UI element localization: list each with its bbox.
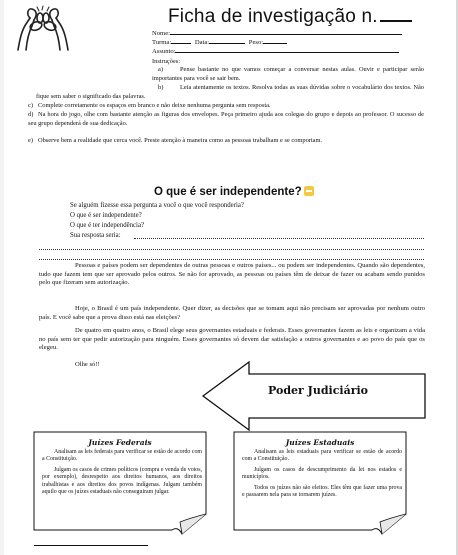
instruction-e: e) Observe bem a realidade que cerca você. Preste atenção à maneira como as pessoas trabalham e se comportam.	[28, 137, 323, 144]
class-label: Turma:	[152, 39, 172, 46]
question-2: O que é ter independência?	[70, 222, 144, 229]
footnote-rule	[34, 545, 148, 546]
reading-paragraph-4: Olhe só!!	[75, 361, 100, 368]
note-state-body: Analisam as leis estaduais para verificar se estão de acordo com a Constituição. Julgam os casos de descumprimento da lei nos estados e municípios. Todos os juízes não são eleitos. Eles têm que fazer uma prova e passarem nela para se tornarem juízes.	[242, 449, 402, 499]
instruction-c: c) Complete corretamente os espaços em branco e não deixe nenhuma pergunta sem resposta.	[28, 102, 271, 109]
weight-label: Peso:	[248, 39, 264, 46]
subject-field[interactable]: Assunto:	[152, 46, 399, 55]
note-federal-title: Juízes Federais	[88, 438, 152, 447]
name-field[interactable]: Nome:	[152, 28, 402, 37]
note-federal-judges	[32, 430, 208, 532]
note-state-title: Juízes Estaduais	[285, 438, 355, 447]
note-icon	[304, 186, 314, 196]
answer-label: Sua resposta seria:	[70, 232, 121, 239]
worksheet-page	[4, 0, 456, 555]
answer-line-2[interactable]	[39, 249, 424, 250]
class-field[interactable]	[171, 37, 191, 44]
instructions-label: Instruções:	[152, 58, 181, 65]
question-1: O que é ser independente?	[70, 212, 142, 219]
instruction-b: b) Leia atentamente os textos. Resolva todas as suas dúvidas sobre o vocabulário dos textos. Não fique sem saber o significado das palavras.	[36, 84, 424, 100]
section-heading: O que é ser independente?	[154, 186, 314, 198]
date-field[interactable]	[209, 37, 245, 44]
note-state-judges	[232, 430, 408, 532]
reading-paragraph-3: De quatro em quatro anos, o Brasil elege seus governantes estaduais e federais. Esses governantes fazem as leis e organizam a vida no país sem ter que pedir autorização para ninguém. Esses governantes só devem dar satisfação a outros governantes e ao povo do país que os elegeu.	[39, 327, 425, 352]
class-date-weight-row	[152, 37, 287, 46]
instruction-a: a) Pense bastante no que vamos começar a conversar nestas aulas. Ouvir e participar serão importantes para você se sair bem.	[152, 66, 424, 82]
arrow-label: Poder Judiciário	[268, 384, 369, 397]
question-intro: Se alguém fizesse essa pergunta a você o que você responderia?	[70, 202, 244, 209]
date-label: Data:	[194, 39, 210, 46]
reading-paragraph-2: Hoje, o Brasil é um país independente. Quer dizer, as decisões que se tomam aqui não precisam ser aprovadas por nenhum outro país. E você sabe que a prova disso está nas eleições?	[39, 305, 425, 321]
worksheet-number-blank[interactable]	[380, 4, 412, 22]
broken-chains-illustration	[12, 4, 74, 52]
answer-line-1[interactable]	[134, 238, 424, 239]
reading-paragraph-1: Pessoas e países podem ser dependentes de outras pessoas e outros países... ou podem ser independentes. Quando são dependentes, tudo que fazem tem que ser aprovado pelos outros. Se não for aprovado, as pessoas ou países têm de deixar de fazer ou acabam sendo punidos pelo que fizeram sem autorização.	[39, 262, 425, 287]
answer-line-3[interactable]	[39, 259, 424, 260]
worksheet-title: Ficha de investigação n.	[168, 4, 412, 28]
weight-field[interactable]	[263, 37, 287, 44]
instruction-d: d) Na hora do jogo, olhe com bastante atenção as figuras dos envelopes. Peça primeiro ajuda aos colegas do grupo e depois ao professor. O sucesso de seu grupo dependerá de sua dedicação.	[28, 111, 424, 127]
note-federal-body: Analisam as leis federais para verificar se estão de acordo com a Constituição. Julgam os casos de crimes políticos (compra e venda de votos, por exemplo), desrespeito aos direitos humanos, aos direitos trabalhistas e aos direitos dos povos indígenas. Julgam também aquilo que os juízes estaduais não conseguiram julgar.	[42, 449, 202, 496]
